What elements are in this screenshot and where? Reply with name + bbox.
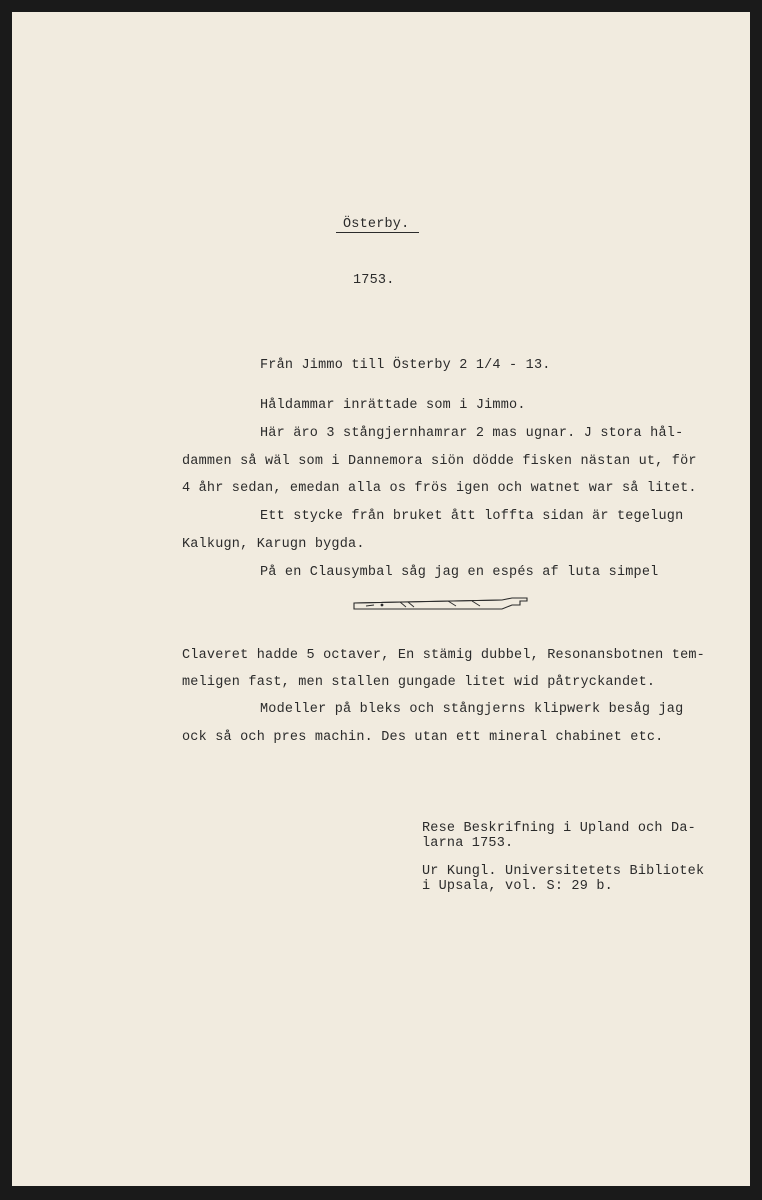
paragraph-clavicymbal: På en Clausymbal såg jag en espés af luta simpel [260, 565, 659, 580]
paragraph-models-line: ock så och pres machin. Des utan ett mineral chabinet etc. [182, 730, 664, 745]
paragraph-dams: Håldammar inrättade som i Jimmo. [260, 398, 526, 413]
source-citation-line: Rese Beskrifning i Upland och Da- [422, 821, 696, 836]
paragraph-hammers-line: dammen så wäl som i Dannemora siön dödde fisken nästan ut, för [182, 454, 697, 469]
source-citation-line: larna 1753. [422, 836, 514, 851]
paragraph-hammers-line: 4 åhr sedan, emedan alla os frös igen och watnet war så litet. [182, 481, 697, 496]
source-citation-line: Ur Kungl. Universitetets Bibliotek [422, 864, 705, 879]
paragraph-clavier-line: Claveret hadde 5 octaver, En stämig dubbel, Resonansbotnen tem- [182, 648, 705, 663]
paragraph-route: Från Jimmo till Österby 2 1/4 - 13. [260, 358, 551, 373]
paragraph-kilns-line: Ett stycke från bruket ått loffta sidan är tegelugn [260, 509, 684, 524]
instrument-sketch [352, 590, 532, 612]
document-page [12, 12, 750, 1186]
year-label: 1753. [353, 273, 395, 288]
paragraph-hammers-line: Här äro 3 stångjernhamrar 2 mas ugnar. J stora hål- [260, 426, 684, 441]
paragraph-models-line: Modeller på bleks och stångjerns klipwerk besåg jag [260, 702, 684, 717]
paragraph-kilns-line: Kalkugn, Karugn bygda. [182, 537, 365, 552]
paragraph-clavier-line: meligen fast, men stallen gungade litet wid påtryckandet. [182, 675, 656, 690]
title-underline [336, 232, 419, 233]
page-title: Österby. [343, 217, 410, 232]
source-citation-line: i Upsala, vol. S: 29 b. [422, 879, 613, 894]
